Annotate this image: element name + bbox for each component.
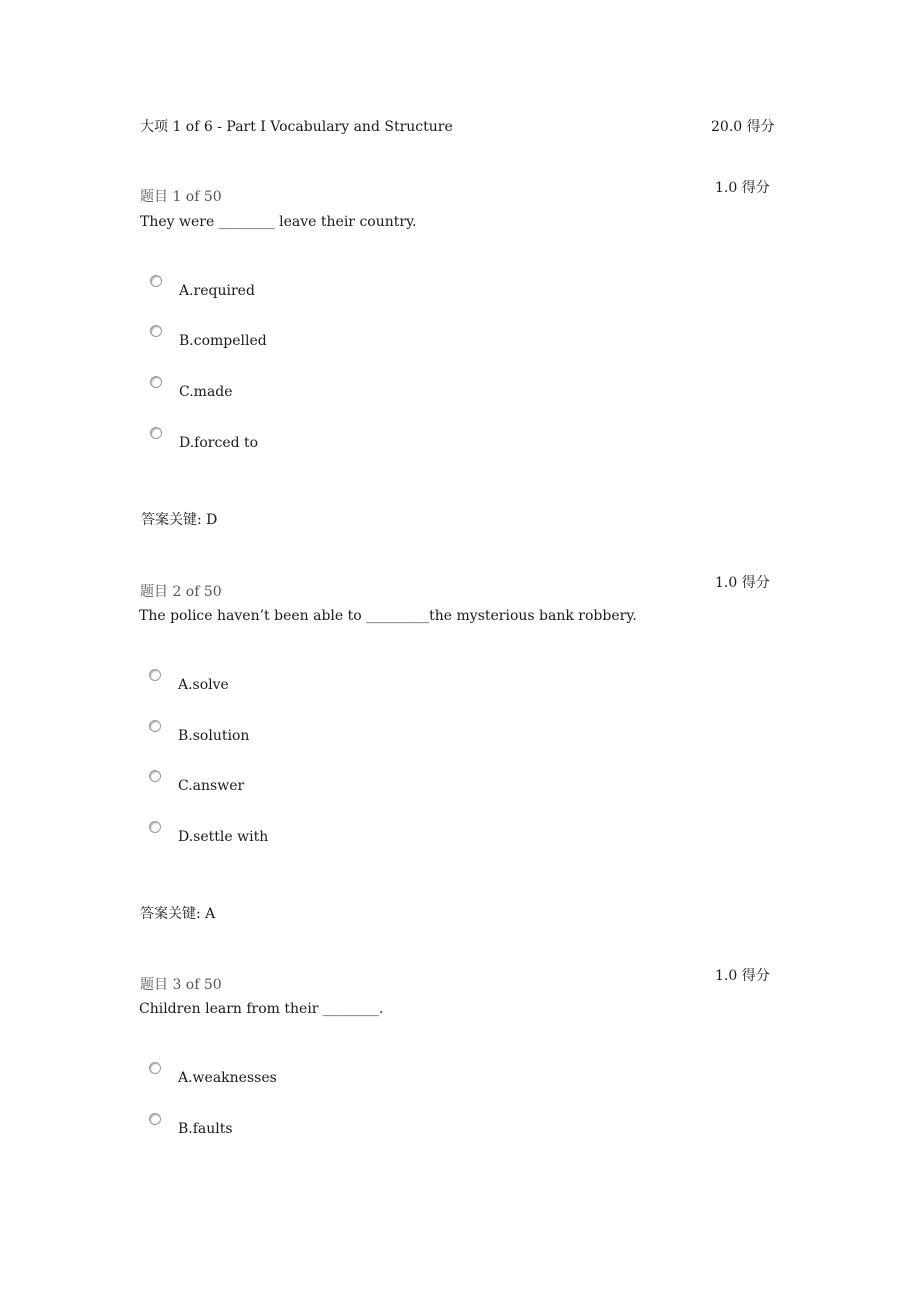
option-label[interactable]: A.solve (178, 677, 229, 693)
option-radio-c[interactable] (150, 376, 162, 388)
option-label[interactable]: C.made (179, 384, 233, 400)
question-text: The police haven’t been able to _________the mysterious bank robbery. (139, 608, 637, 624)
section-title: 大项 1 of 6 - Part I Vocabulary and Structure (140, 119, 453, 135)
option-label[interactable]: A.required (179, 283, 255, 299)
answer-key: 答案关键: A (140, 906, 216, 922)
question-number: 题目 1 of 50 (140, 189, 222, 205)
question-number: 题目 2 of 50 (140, 584, 222, 600)
option-label[interactable]: B.compelled (179, 333, 267, 349)
option-label[interactable]: A.weaknesses (178, 1070, 277, 1086)
question-number: 题目 3 of 50 (140, 977, 222, 993)
option-label[interactable]: B.solution (178, 728, 250, 744)
option-label[interactable]: B.faults (178, 1121, 233, 1137)
question-points: 1.0 得分 (715, 575, 770, 591)
option-radio-a[interactable] (149, 669, 161, 681)
option-radio-c[interactable] (149, 770, 161, 782)
option-radio-a[interactable] (150, 275, 162, 287)
option-radio-d[interactable] (149, 821, 161, 833)
option-label[interactable]: D.forced to (179, 435, 259, 451)
option-radio-b[interactable] (149, 720, 161, 732)
option-radio-a[interactable] (149, 1062, 161, 1074)
question-points: 1.0 得分 (715, 968, 770, 984)
question-text: They were ________ leave their country. (140, 214, 417, 230)
option-radio-b[interactable] (149, 1113, 161, 1125)
section-points: 20.0 得分 (711, 119, 775, 135)
option-radio-b[interactable] (150, 325, 162, 337)
question-points: 1.0 得分 (715, 180, 770, 196)
option-label[interactable]: D.settle with (178, 829, 269, 845)
question-text: Children learn from their ________. (139, 1001, 384, 1017)
option-radio-d[interactable] (150, 427, 162, 439)
option-label[interactable]: C.answer (178, 778, 245, 794)
answer-key: 答案关键: D (141, 512, 218, 528)
